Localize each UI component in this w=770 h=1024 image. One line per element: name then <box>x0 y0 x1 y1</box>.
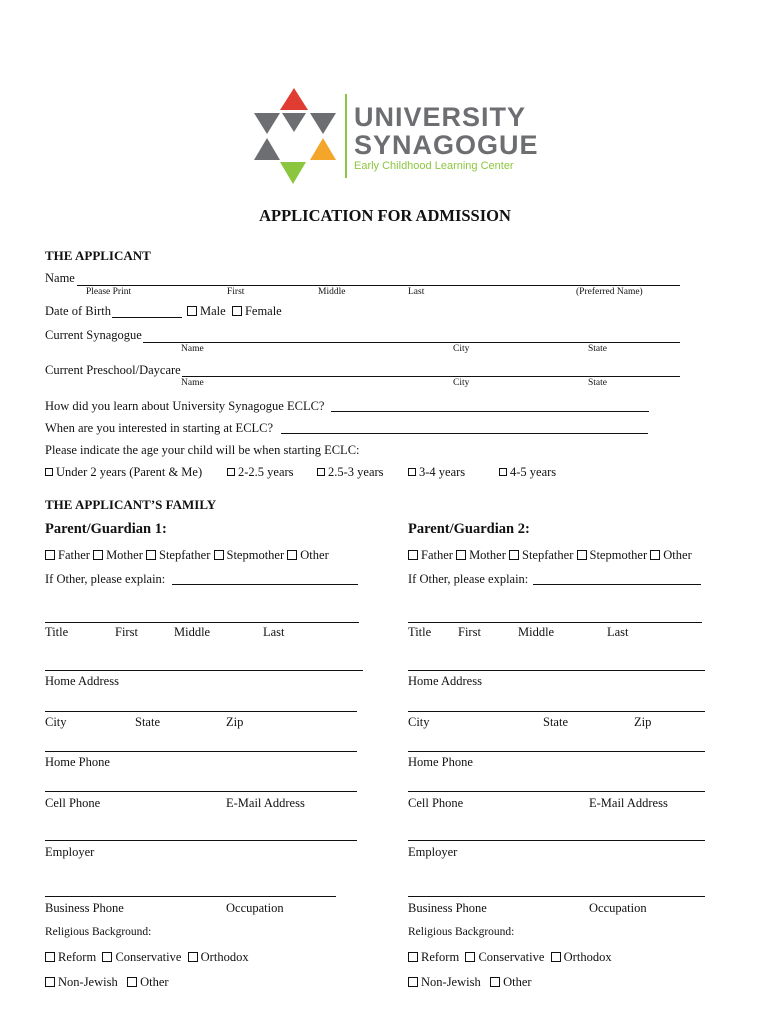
parent2-heading: Parent/Guardian 2: <box>408 521 530 537</box>
parent2-religion-row1: Reform Conservative Orthodox <box>408 950 612 965</box>
relation-checkbox[interactable] <box>408 550 418 560</box>
parent1-other-explain-label: If Other, please explain: <box>45 572 166 586</box>
relation-checkbox[interactable] <box>146 550 156 560</box>
parent1-cell-label: Cell Phone <box>45 796 101 810</box>
conservative-checkbox[interactable] <box>465 952 475 962</box>
parent1-first-label: First <box>115 625 138 639</box>
parent2-home-address-label: Home Address <box>408 674 482 688</box>
parent2-religious-label: Religious Background: <box>408 926 515 938</box>
parent2-business-phone-label: Business Phone <box>408 901 487 915</box>
preschool-sub-name: Name <box>181 378 204 388</box>
parent1-address-field[interactable] <box>45 670 363 671</box>
parent2-name-field[interactable] <box>408 622 702 623</box>
other-checkbox[interactable] <box>490 977 500 987</box>
parent2-business-field[interactable] <box>408 896 705 897</box>
parent1-relations: Father Mother Stepfather Stepmother Other <box>45 548 329 563</box>
parent2-address-field[interactable] <box>408 670 705 671</box>
relation-checkbox[interactable] <box>45 550 55 560</box>
parent2-occupation-label: Occupation <box>589 901 647 915</box>
synagogue-field[interactable] <box>143 342 680 343</box>
age-option-4: 4-5 years <box>499 465 556 480</box>
parent2-home-phone-label: Home Phone <box>408 755 473 769</box>
parent2-cell-field[interactable] <box>408 791 705 792</box>
orthodox-checkbox[interactable] <box>551 952 561 962</box>
parent1-heading: Parent/Guardian 1: <box>45 521 167 537</box>
parent2-zip-label: Zip <box>634 715 652 729</box>
synagogue-sub-city: City <box>453 344 470 354</box>
preschool-sub-state: State <box>588 378 607 388</box>
relation-checkbox[interactable] <box>214 550 224 560</box>
learn-field[interactable] <box>331 411 649 412</box>
parent1-religion-row2: Non-Jewish Other <box>45 975 169 990</box>
parent1-occupation-label: Occupation <box>226 901 284 915</box>
relation-checkbox[interactable] <box>456 550 466 560</box>
logo-divider <box>345 94 347 178</box>
start-field[interactable] <box>281 433 648 434</box>
logo-subtitle: Early Childhood Learning Center <box>354 160 514 172</box>
parent1-city-label: City <box>45 715 67 729</box>
non-jewish-checkbox[interactable] <box>45 977 55 987</box>
page-title: APPLICATION FOR ADMISSION <box>259 206 511 225</box>
parent2-city-field[interactable] <box>408 711 705 712</box>
age-option-3: 3-4 years <box>408 465 465 480</box>
parent2-first-label: First <box>458 625 481 639</box>
parent1-middle-label: Middle <box>174 625 211 639</box>
parent2-city-label: City <box>408 715 430 729</box>
learn-question: How did you learn about University Synagogue ECLC? <box>45 399 325 413</box>
relation-checkbox[interactable] <box>93 550 103 560</box>
age-checkbox[interactable] <box>227 468 235 476</box>
start-question: When are you interested in starting at ECLC? <box>45 421 274 435</box>
male-label: Male <box>200 304 226 318</box>
parent1-other-explain-field[interactable] <box>172 584 358 585</box>
parent1-city-field[interactable] <box>45 711 357 712</box>
synagogue-sub-name: Name <box>181 344 204 354</box>
name-field[interactable] <box>77 285 680 286</box>
relation-checkbox[interactable] <box>650 550 660 560</box>
synagogue-label: Current Synagogue <box>45 328 142 342</box>
parent1-email-label: E-Mail Address <box>226 796 305 810</box>
parent1-employer-field[interactable] <box>45 840 357 841</box>
relation-checkbox[interactable] <box>577 550 587 560</box>
parent2-state-label: State <box>543 715 568 729</box>
dob-field[interactable] <box>112 317 182 318</box>
parent1-home-address-label: Home Address <box>45 674 119 688</box>
parent2-employer-field[interactable] <box>408 840 705 841</box>
orthodox-checkbox[interactable] <box>188 952 198 962</box>
gender-options <box>187 304 282 319</box>
logo-university: UNIVERSITY <box>354 102 527 132</box>
parent1-religion-row1: Reform Conservative Orthodox <box>45 950 249 965</box>
parent1-zip-label: Zip <box>226 715 244 729</box>
parent1-name-field[interactable] <box>45 622 359 623</box>
conservative-checkbox[interactable] <box>102 952 112 962</box>
age-option-0: Under 2 years (Parent & Me) <box>45 465 202 480</box>
parent2-other-explain-label: If Other, please explain: <box>408 572 529 586</box>
parent1-title-label: Title <box>45 625 69 639</box>
reform-checkbox[interactable] <box>45 952 55 962</box>
age-question: Please indicate the age your child will be when starting ECLC: <box>45 443 360 457</box>
parent1-state-label: State <box>135 715 160 729</box>
parent2-middle-label: Middle <box>518 625 555 639</box>
synagogue-sub-state: State <box>588 344 607 354</box>
name-sub-middle: Middle <box>318 287 346 297</box>
preschool-label: Current Preschool/Daycare <box>45 363 181 377</box>
preschool-field[interactable] <box>182 376 680 377</box>
parent2-other-explain-field[interactable] <box>533 584 701 585</box>
parent1-last-label: Last <box>263 625 285 639</box>
logo-synagogue: SYNAGOGUE <box>354 130 539 160</box>
parent2-relations: Father Mother Stepfather Stepmother Other <box>408 548 692 563</box>
name-sub-first: First <box>227 287 245 297</box>
parent2-cell-label: Cell Phone <box>408 796 464 810</box>
parent2-religion-row2: Non-Jewish Other <box>408 975 532 990</box>
parent2-title-label: Title <box>408 625 432 639</box>
parent1-business-field[interactable] <box>45 896 336 897</box>
reform-checkbox[interactable] <box>408 952 418 962</box>
parent2-employer-label: Employer <box>408 845 458 859</box>
age-checkbox[interactable] <box>408 468 416 476</box>
preschool-sub-city: City <box>453 378 470 388</box>
star-of-david-logo-icon <box>250 86 340 186</box>
age-option-2: 2.5-3 years <box>317 465 384 480</box>
name-label: Name <box>45 271 75 285</box>
parent2-email-label: E-Mail Address <box>589 796 668 810</box>
age-checkbox[interactable] <box>499 468 507 476</box>
relation-checkbox[interactable] <box>509 550 519 560</box>
parent1-religious-label: Religious Background: <box>45 926 152 938</box>
other-checkbox[interactable] <box>127 977 137 987</box>
male-checkbox[interactable] <box>187 306 197 316</box>
parent2-last-label: Last <box>607 625 629 639</box>
name-sub-please-print: Please Print <box>86 287 132 297</box>
non-jewish-checkbox[interactable] <box>408 977 418 987</box>
name-sub-last: Last <box>408 287 425 297</box>
logo <box>250 86 539 186</box>
parent1-employer-label: Employer <box>45 845 95 859</box>
section-family-heading: THE APPLICANT’S FAMILY <box>45 497 217 512</box>
parent2-home-phone-field[interactable] <box>408 751 705 752</box>
age-checkbox[interactable] <box>317 468 325 476</box>
name-sub-preferred: (Preferred Name) <box>576 287 643 297</box>
age-option-1: 2-2.5 years <box>227 465 294 480</box>
female-checkbox[interactable] <box>232 306 242 316</box>
female-label: Female <box>244 304 282 318</box>
age-checkbox[interactable] <box>45 468 53 476</box>
parent1-cell-field[interactable] <box>45 791 357 792</box>
parent1-home-phone-label: Home Phone <box>45 755 110 769</box>
relation-checkbox[interactable] <box>287 550 297 560</box>
parent1-business-phone-label: Business Phone <box>45 901 124 915</box>
parent1-home-phone-field[interactable] <box>45 751 357 752</box>
dob-label: Date of Birth <box>45 304 111 318</box>
section-applicant-heading: THE APPLICANT <box>45 248 151 263</box>
